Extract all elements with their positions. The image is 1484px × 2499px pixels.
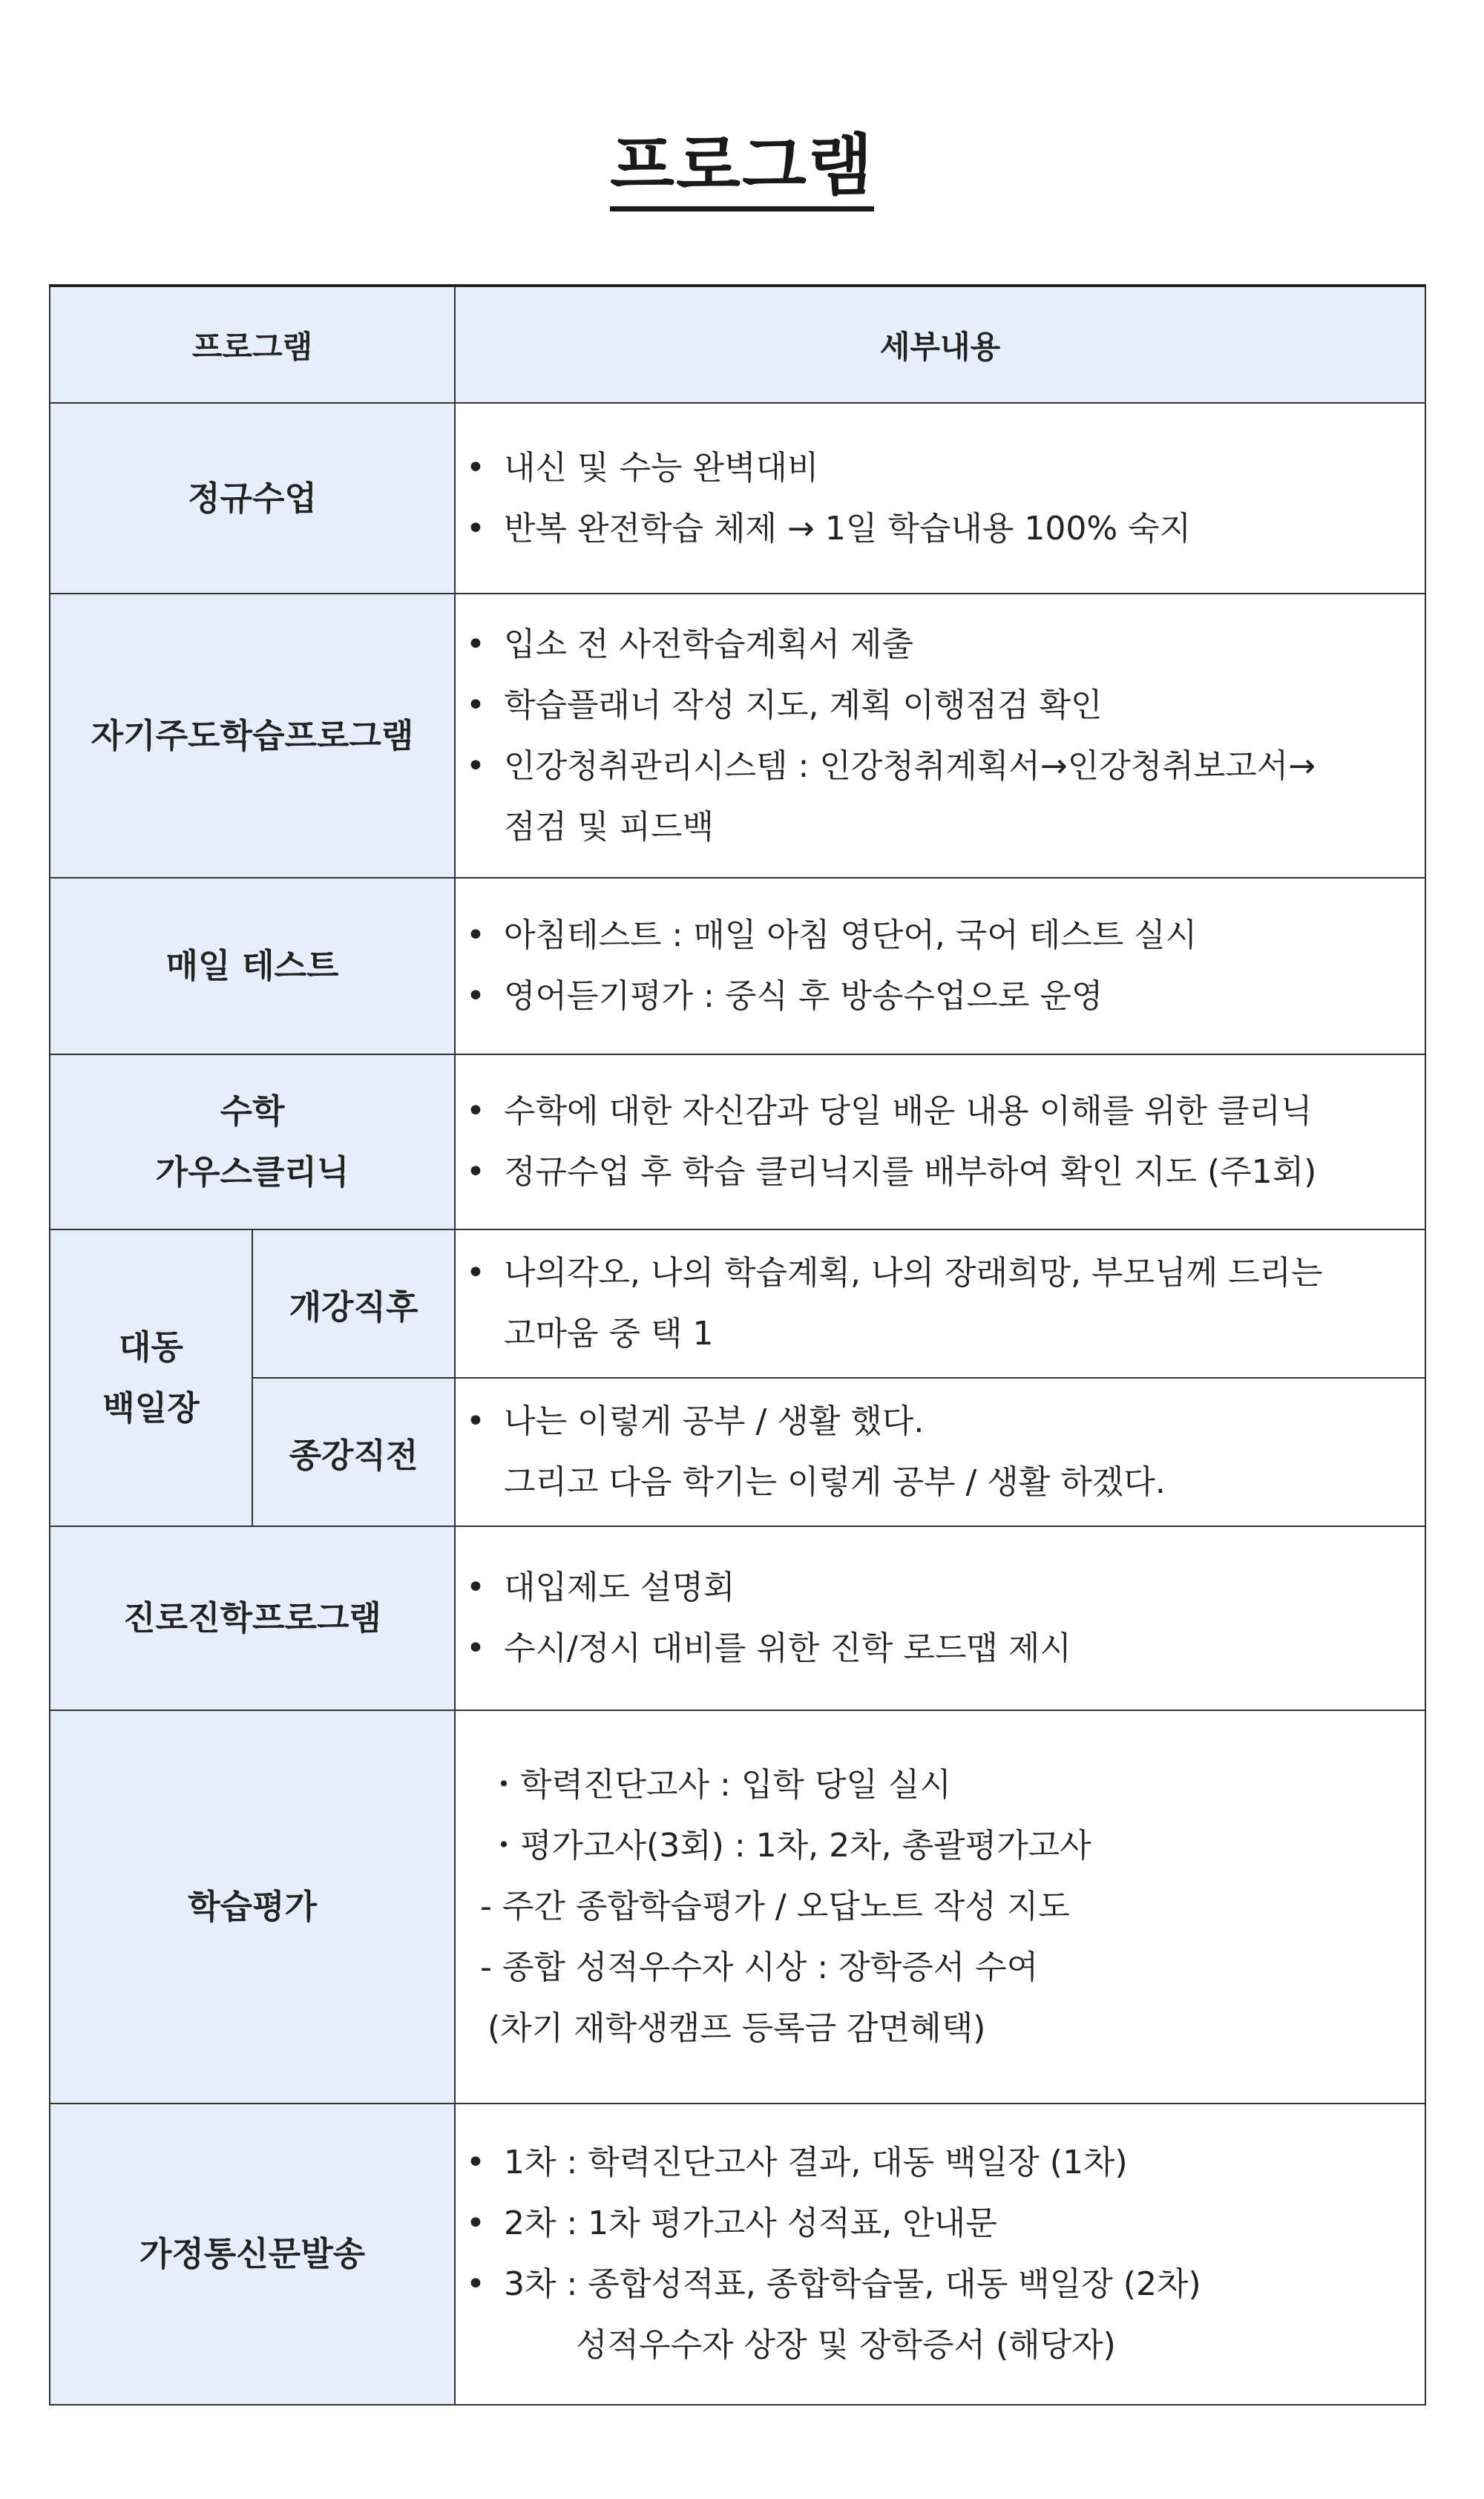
label-line: 가우스클리닉 — [155, 1152, 349, 1192]
table-row — [50, 2104, 1425, 2405]
text-line: - 종합 성적우수자 시상 : 장학증서 수여 — [480, 1948, 1039, 1986]
table-header-row — [50, 286, 1425, 403]
header-detail: 세부내용 — [455, 286, 1425, 403]
list-item: • 영어듣기평가 : 중식 후 방송수업으로 운영 — [456, 966, 1425, 1027]
list-item: • 인강청취관리시스템 : 인강청취계획서→인강청취보고서→ — [456, 736, 1425, 797]
text-line: - 주간 종합학습평가 / 오답노트 작성 지도 — [480, 1888, 1070, 1925]
row-label-daily-test: 매일 테스트 — [50, 878, 455, 1054]
row-content — [455, 1229, 1425, 1378]
label-line: 대동 — [119, 1327, 183, 1367]
list-item: • 3차 : 종합성적표, 종합학습물, 대동 백일장 (2차) — [456, 2254, 1425, 2315]
table-row — [50, 1378, 1425, 1526]
text-line: ・학력진단고사 : 입학 당일 실시 — [487, 1766, 951, 1804]
table-row — [50, 878, 1425, 1054]
header-program: 프로그램 — [50, 286, 455, 403]
table-row — [50, 1229, 1425, 1378]
list-item: • 반복 완전학습 체제 → 1일 학습내용 100% 숙지 — [456, 499, 1425, 559]
list-item: • 아침테스트 : 매일 아침 영단어, 국어 테스트 실시 — [456, 905, 1425, 966]
list-item-continuation: 점검 및 피드백 — [504, 807, 715, 846]
row-label-evaluation: 학습평가 — [50, 1710, 455, 2104]
list-item-continuation: 그리고 다음 학기는 이렇게 공부 / 생활 하겠다. — [504, 1463, 1166, 1501]
page-title: 프로그램 — [0, 111, 1484, 208]
list-item: • 입소 전 사전학습계획서 제출 — [456, 614, 1425, 675]
list-item-continuation: 성적우수자 상장 및 장학증서 (해당자) — [576, 2326, 1116, 2364]
list-item: • 나는 이렇게 공부 / 생활 했다. — [456, 1391, 1425, 1452]
text-line: ・평가고사(3회) : 1차, 2차, 총괄평가고사 — [487, 1827, 1091, 1865]
row-label-writing-contest — [50, 1229, 252, 1526]
list-item: • 나의각오, 나의 학습계획, 나의 장래희망, 부모님께 드리는 — [456, 1243, 1425, 1304]
table-row — [50, 594, 1425, 878]
list-item: • 대입제도 설명회 — [456, 1557, 1425, 1618]
table-row — [50, 1526, 1425, 1710]
row-content — [455, 2104, 1425, 2405]
table-row — [50, 403, 1425, 594]
program-table — [49, 284, 1426, 2406]
list-item: • 수학에 대한 자신감과 당일 배운 내용 이해를 위한 클리닉 — [456, 1081, 1425, 1142]
table-row — [50, 1710, 1425, 2104]
row-content — [455, 403, 1425, 594]
row-content — [455, 1378, 1425, 1526]
list-item-continuation: 고마움 중 택 1 — [504, 1315, 714, 1353]
row-content — [455, 594, 1425, 878]
row-content — [455, 1054, 1425, 1229]
label-line: 수학 — [220, 1091, 285, 1131]
list-item: • 내신 및 수능 완벽대비 — [456, 438, 1425, 499]
row-label-self-study: 자기주도학습프로그램 — [50, 594, 455, 878]
sublabel-course-start: 개강직후 — [252, 1229, 455, 1378]
row-content — [455, 878, 1425, 1054]
list-item: • 학습플래너 작성 지도, 계획 이행점검 확인 — [456, 675, 1425, 736]
table-row — [50, 1054, 1425, 1229]
list-item: • 정규수업 후 학습 클리닉지를 배부하여 확인 지도 (주1회) — [456, 1142, 1425, 1203]
row-label-math-clinic — [50, 1054, 455, 1229]
label-line: 백일장 — [102, 1388, 200, 1428]
row-label-regular-class: 정규수업 — [50, 403, 455, 594]
row-label-newsletter: 가정통신문발송 — [50, 2104, 455, 2405]
list-item: • 1차 : 학력진단고사 결과, 대동 백일장 (1차) — [456, 2132, 1425, 2193]
row-content — [455, 1526, 1425, 1710]
list-item: • 2차 : 1차 평가고사 성적표, 안내문 — [456, 2193, 1425, 2254]
row-label-career: 진로진학프로그램 — [50, 1526, 455, 1710]
text-line: (차기 재학생캠프 등록금 감면혜택) — [487, 2009, 986, 2047]
list-item: • 수시/정시 대비를 위한 진학 로드맵 제시 — [456, 1618, 1425, 1679]
sublabel-course-end: 종강직전 — [252, 1378, 455, 1526]
row-content — [455, 1710, 1425, 2104]
